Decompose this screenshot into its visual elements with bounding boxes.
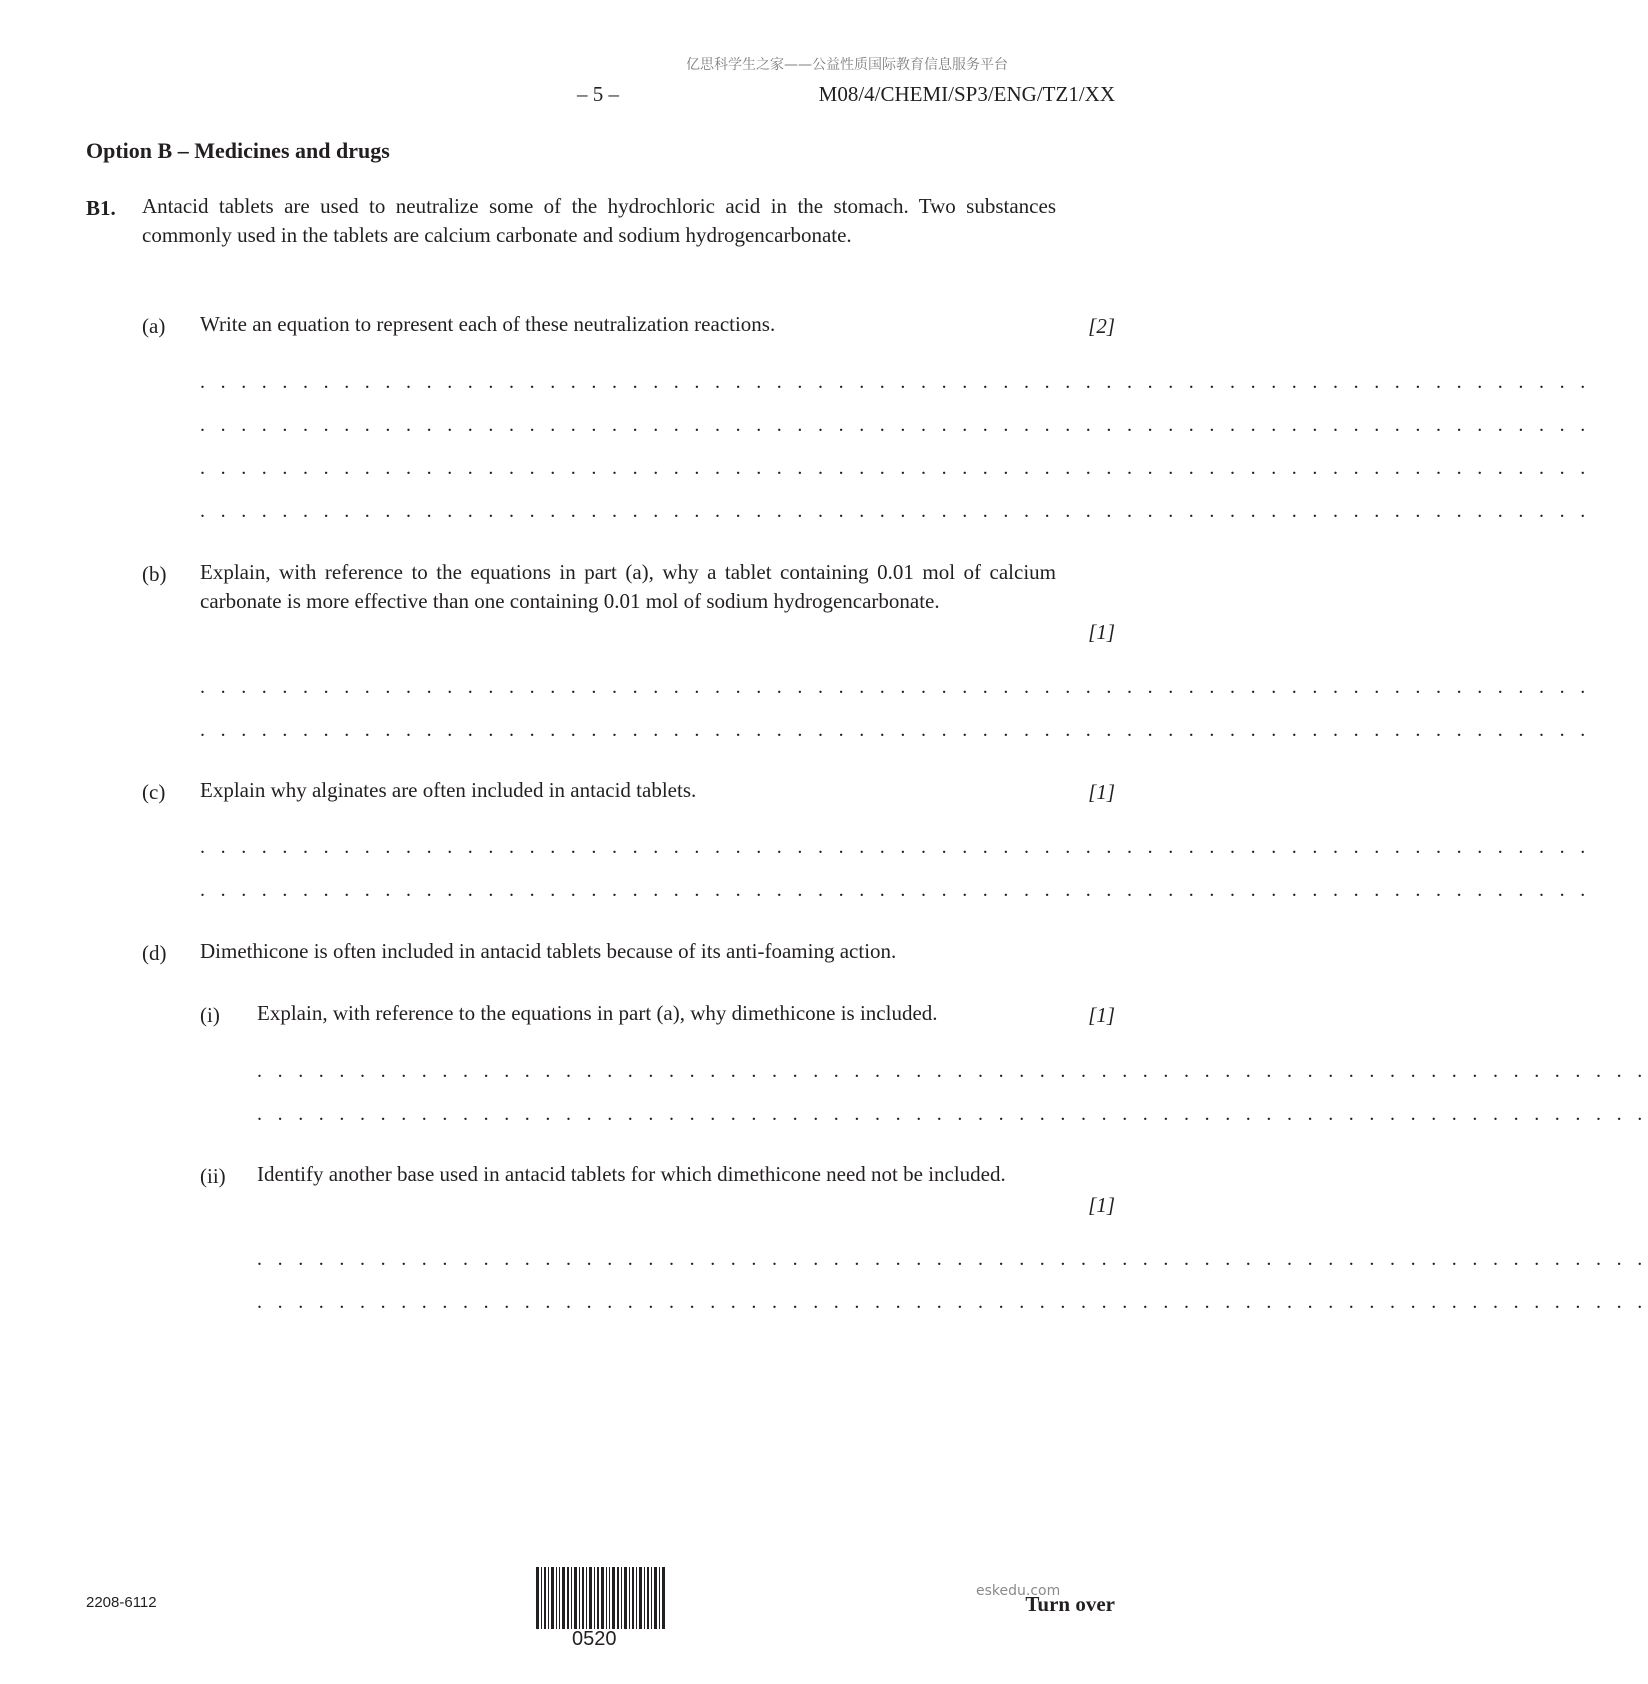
part-d-i-marks: [1] [1088,1003,1115,1027]
part-a-label: (a) [142,314,166,338]
answer-line[interactable]: . . . . . . . . . . . . . . . . . . . . . . . . . . . . . . . . . . . . . . . . . . . . . . . . . . . . . . . . . . . . . . . . . . . . [200,500,1591,522]
turn-over: Turn over [1025,1592,1115,1616]
part-d-i-label: (i) [200,1003,220,1027]
answer-line[interactable]: . . . . . . . . . . . . . . . . . . . . . . . . . . . . . . . . . . . . . . . . . . . . . . . . . . . . . . . . . . . . . . . . . . . . [200,719,1591,741]
footer-code: 2208-6112 [86,1594,157,1611]
part-b-label: (b) [142,562,167,586]
answer-line[interactable]: . . . . . . . . . . . . . . . . . . . . . . . . . . . . . . . . . . . . . . . . . . . . . . . . . . . . . . . . . . . . . . . . . . . . [257,1248,1648,1270]
footer-watermark: eskedu.com [976,1583,1061,1599]
question-number: B1. [86,196,116,220]
part-d-label: (d) [142,941,167,965]
part-d-ii-marks: [1] [1088,1193,1115,1217]
part-a-text: Write an equation to represent each of these neutralization reactions. [200,312,776,336]
paper-code: M08/4/CHEMI/SP3/ENG/TZ1/XX [818,82,1115,106]
part-c-text: Explain why alginates are often included in antacid tablets. [200,778,697,802]
answer-line[interactable]: . . . . . . . . . . . . . . . . . . . . . . . . . . . . . . . . . . . . . . . . . . . . . . . . . . . . . . . . . . . . . . . . . . . . [200,879,1591,901]
part-d-ii-label: (ii) [200,1164,226,1188]
answer-line[interactable]: . . . . . . . . . . . . . . . . . . . . . . . . . . . . . . . . . . . . . . . . . . . . . . . . . . . . . . . . . . . . . . . . . . . . [200,676,1591,698]
question-stem: Antacid tablets are used to neutralize some of the hydrochloric acid in the stomach. Two substances commonly used in the tablets are calcium carbonate and sodium hydrogencarbonate. [142,194,1056,247]
part-d-ii-text: Identify another base used in antacid tablets for which dimethicone need not be included. [257,1162,1006,1186]
answer-line[interactable]: . . . . . . . . . . . . . . . . . . . . . . . . . . . . . . . . . . . . . . . . . . . . . . . . . . . . . . . . . . . . . . . . . . . . [200,371,1591,393]
part-d-i-text: Explain, with reference to the equations in part (a), why dimethicone is included. [257,1001,938,1025]
part-c-marks: [1] [1088,780,1115,804]
section-title: Option B – Medicines and drugs [86,138,390,163]
answer-line[interactable]: . . . . . . . . . . . . . . . . . . . . . . . . . . . . . . . . . . . . . . . . . . . . . . . . . . . . . . . . . . . . . . . . . . . . [257,1103,1648,1125]
answer-line[interactable]: . . . . . . . . . . . . . . . . . . . . . . . . . . . . . . . . . . . . . . . . . . . . . . . . . . . . . . . . . . . . . . . . . . . . [200,457,1591,479]
part-b-marks: [1] [1088,620,1115,644]
answer-line[interactable]: . . . . . . . . . . . . . . . . . . . . . . . . . . . . . . . . . . . . . . . . . . . . . . . . . . . . . . . . . . . . . . . . . . . . [200,414,1591,436]
answer-line[interactable]: . . . . . . . . . . . . . . . . . . . . . . . . . . . . . . . . . . . . . . . . . . . . . . . . . . . . . . . . . . . . . . . . . . . . [257,1291,1648,1313]
barcode-number: 0520 [572,1628,617,1650]
part-a-marks: [2] [1088,314,1115,338]
part-b-text: Explain, with reference to the equations in part (a), why a tablet containing 0.01 mol of calcium carbonate is more effective than one containing 0.01 mol of sodium hydrogencarbonate. [200,560,1056,613]
answer-line[interactable]: . . . . . . . . . . . . . . . . . . . . . . . . . . . . . . . . . . . . . . . . . . . . . . . . . . . . . . . . . . . . . . . . . . . . [257,1060,1648,1082]
header-watermark: 亿思科学生之家——公益性质国际教育信息服务平台 [686,57,1008,73]
answer-line[interactable]: . . . . . . . . . . . . . . . . . . . . . . . . . . . . . . . . . . . . . . . . . . . . . . . . . . . . . . . . . . . . . . . . . . . . [200,836,1591,858]
part-c-label: (c) [142,780,166,804]
part-d-text: Dimethicone is often included in antacid tablets because of its anti-foaming action. [200,939,897,963]
barcode [536,1567,666,1629]
page-number: – 5 – [577,82,619,106]
